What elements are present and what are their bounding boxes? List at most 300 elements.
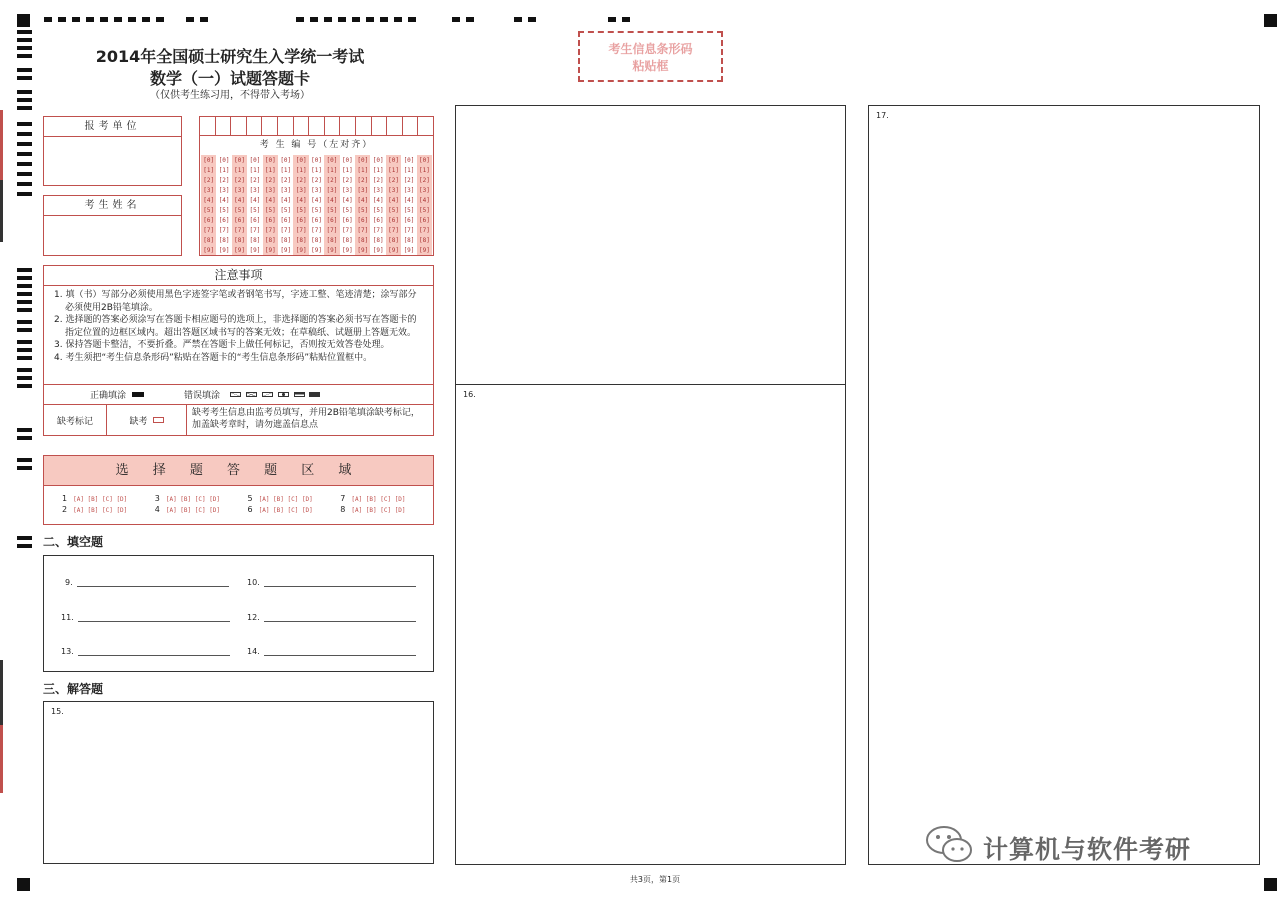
id-bubble[interactable]: [5] [388,206,399,214]
id-bubble[interactable]: [2] [264,176,276,184]
id-bubble[interactable]: [7] [264,226,276,234]
id-bubble[interactable]: [5] [418,206,430,214]
edge-mark [0,725,3,793]
choice-questions [44,486,433,516]
id-bubble[interactable]: [5] [326,206,338,214]
id-bubble[interactable]: [6] [295,216,307,224]
barcode-label-2: 粘贴框 [632,59,669,73]
solution-title: 三、解答题 [43,682,104,696]
id-bubble[interactable]: [9] [295,246,307,254]
id-bubble[interactable]: [6] [326,216,338,224]
answer-box-top[interactable] [456,106,845,385]
wrong-mark [230,392,241,397]
id-bubble[interactable]: [4] [403,196,415,204]
id-bubble[interactable]: [2] [357,176,369,184]
choice-number: 4 [154,505,160,514]
id-bubble[interactable]: [0] [357,156,369,164]
barcode-label: 考生信息条形码 [608,42,693,56]
choice-question[interactable] [340,505,433,516]
id-bubble[interactable]: [7] [372,226,384,234]
id-bubble[interactable]: [3] [234,186,245,194]
id-bubble[interactable]: [9] [218,246,230,254]
id-bubble[interactable]: [0] [326,156,338,164]
id-bubble-column [401,155,416,255]
id-bubble[interactable]: [6] [249,216,261,224]
id-bubble[interactable]: [3] [280,186,292,194]
id-label: 考 生 编 号（左对齐） [259,140,374,150]
id-bubble[interactable]: [2] [326,176,338,184]
choice-question[interactable] [248,494,341,505]
choice-number: 1 [62,494,68,503]
blank-item[interactable] [247,647,416,656]
id-bubble[interactable]: [7] [388,226,399,234]
timing-mark [17,536,32,550]
id-bubble[interactable]: [8] [372,236,384,244]
id-bubble[interactable]: [9] [388,246,399,254]
exam-title: 2014年全国硕士研究生入学统一考试 [95,47,365,66]
choice-number: 6 [247,505,253,514]
timing-mark [17,90,32,110]
wrong-fill-marks [228,390,320,400]
id-bubble[interactable]: [3] [403,186,415,194]
id-bubble[interactable]: [5] [264,206,276,214]
id-bubble[interactable]: [8] [203,236,215,244]
id-bubble[interactable]: [7] [280,226,292,234]
id-bubble[interactable]: [9] [403,246,415,254]
id-bubble[interactable]: [3] [326,186,338,194]
id-bubble[interactable]: [4] [234,196,245,204]
id-bubble[interactable]: [8] [218,236,230,244]
edge-mark [0,110,3,180]
answer-box-17[interactable] [868,105,1260,865]
blank-line [77,579,229,587]
id-bubble[interactable]: [2] [403,176,415,184]
id-bubble[interactable]: [4] [341,196,353,204]
id-bubble[interactable]: [0] [203,156,215,164]
id-bubble[interactable]: [4] [264,196,276,204]
id-bubble[interactable]: [2] [234,176,245,184]
blank-item[interactable] [247,578,416,587]
id-bubble[interactable]: [0] [418,156,430,164]
id-bubble[interactable]: [3] [249,186,261,194]
id-bubble[interactable]: [4] [203,196,215,204]
choice-title: 选 择 题 答 题 区 域 [44,456,433,486]
name-label: 考生姓名 [44,196,181,216]
id-bubble[interactable]: [2] [218,176,230,184]
id-bubble-column [324,155,339,255]
id-cell[interactable] [403,117,419,135]
name-box[interactable] [43,195,182,256]
id-bubble[interactable]: [8] [341,236,353,244]
choice-question[interactable] [155,494,248,505]
id-bubble[interactable]: [2] [295,176,307,184]
id-bubble[interactable]: [9] [280,246,292,254]
id-bubble[interactable]: [8] [311,236,322,244]
id-bubble[interactable]: [6] [388,216,399,224]
id-bubble[interactable]: [4] [295,196,307,204]
wrong-mark [309,392,320,397]
id-bubble[interactable]: [2] [249,176,261,184]
fill-blank-title: 二、填空题 [43,535,104,549]
wrong-mark [294,392,305,397]
timing-mark [17,68,32,80]
id-bubble[interactable]: [8] [280,236,292,244]
choice-area [43,455,434,525]
id-bubble[interactable]: [7] [403,226,415,234]
id-bubble[interactable]: [3] [388,186,399,194]
blank-number: 14. [247,647,260,656]
id-bubble[interactable]: [5] [249,206,261,214]
correct-fill-mark [132,392,144,397]
id-bubble[interactable]: [8] [264,236,276,244]
timing-mark [17,122,32,202]
question-number: 17. [876,111,889,120]
id-bubble[interactable]: [2] [341,176,353,184]
id-bubble[interactable]: [1] [218,166,230,174]
id-cell[interactable] [356,117,372,135]
id-bubble[interactable]: [7] [249,226,261,234]
choice-question[interactable] [340,494,433,505]
blank-item[interactable] [61,613,230,622]
id-bubble[interactable]: [9] [326,246,338,254]
id-bubble[interactable]: [4] [249,196,261,204]
choice-options[interactable]: [A] [B] [C] [D] [351,496,406,503]
id-cell[interactable] [309,117,325,135]
notes-box [43,265,434,436]
id-bubble[interactable]: [0] [403,156,415,164]
answer-box-16[interactable] [456,385,845,404]
id-cell[interactable] [200,117,216,135]
blank-line [78,648,230,656]
id-bubble[interactable]: [1] [326,166,338,174]
id-bubble[interactable]: [5] [295,206,307,214]
choice-number: 5 [247,494,253,503]
timing-mark [186,17,214,22]
id-bubble[interactable]: [1] [311,166,322,174]
id-bubble[interactable]: [6] [218,216,230,224]
fill-blank-box [43,555,434,672]
id-bubble[interactable]: [4] [311,196,322,204]
blank-number: 11. [61,613,74,622]
id-bubble[interactable]: [6] [372,216,384,224]
blank-item[interactable] [61,647,230,656]
choice-number: 7 [340,494,346,503]
id-bubble[interactable]: [3] [372,186,384,194]
id-bubble[interactable]: [5] [341,206,353,214]
id-bubble[interactable]: [3] [311,186,322,194]
id-bubble-column [232,155,247,255]
id-bubble[interactable]: [0] [234,156,245,164]
choice-options[interactable]: [A] [B] [C] [D] [258,507,313,514]
id-bubble[interactable]: [6] [234,216,245,224]
id-bubble[interactable]: [0] [311,156,322,164]
id-bubble[interactable]: [8] [249,236,261,244]
id-bubble[interactable]: [5] [234,206,245,214]
id-bubble[interactable]: [5] [280,206,292,214]
choice-question[interactable] [62,505,155,516]
id-bubble[interactable]: [0] [264,156,276,164]
id-bubble-column [386,155,401,255]
note-item: 2. 选择题的答案必须涂写在答题卡相应题号的选项上，非选择题的答案必须书写在答题卡的指定位置的边框区域内。超出答题区域书写的答案无效；在草稿纸、试题册上答题无效。 [54,315,417,338]
id-bubble[interactable]: [6] [264,216,276,224]
id-cell[interactable] [262,117,278,135]
id-bubble[interactable]: [1] [234,166,245,174]
id-bubble[interactable]: [6] [418,216,430,224]
id-bubble[interactable]: [1] [403,166,415,174]
exam-subtitle: 数学（一）试题答题卡 [149,69,310,88]
id-bubble[interactable]: [7] [357,226,369,234]
answer-box-15[interactable] [43,701,434,864]
wrong-fill-label: 错误填涂 [184,391,221,401]
choice-number: 2 [62,505,68,514]
id-bubble[interactable]: [1] [295,166,307,174]
id-cell[interactable] [387,117,403,135]
id-bubble[interactable]: [8] [357,236,369,244]
corner-mark [1264,878,1277,891]
id-bubble[interactable]: [6] [203,216,215,224]
wrong-mark [246,392,257,397]
corner-mark [17,878,30,891]
id-bubble-column [417,155,432,255]
id-cell[interactable] [294,117,310,135]
absent-cell [107,405,187,435]
id-bubble[interactable]: [7] [203,226,215,234]
id-bubble[interactable]: [9] [372,246,384,254]
blank-item[interactable] [247,613,416,622]
blank-line [264,648,416,656]
id-bubble[interactable]: [5] [311,206,322,214]
id-bubble-column [293,155,308,255]
id-bubble[interactable]: [7] [341,226,353,234]
id-cell[interactable] [325,117,341,135]
choice-options[interactable]: [A] [B] [C] [D] [258,496,313,503]
corner-mark [1264,14,1277,27]
id-bubble[interactable]: [2] [280,176,292,184]
id-bubble[interactable]: [2] [372,176,384,184]
id-bubble[interactable]: [6] [280,216,292,224]
id-bubble[interactable]: [6] [403,216,415,224]
question-number: 15. [51,707,64,716]
answer-box-column-2 [455,105,846,865]
id-cell[interactable] [418,117,433,135]
id-bubble[interactable]: [6] [341,216,353,224]
timing-mark [514,17,542,22]
timing-mark [17,320,32,332]
id-bubble[interactable]: [8] [403,236,415,244]
id-bubble-area[interactable] [200,155,433,255]
id-bubble[interactable]: [1] [203,166,215,174]
id-bubble[interactable]: [9] [203,246,215,254]
fill-example-row [44,385,433,405]
id-bubble[interactable]: [3] [203,186,215,194]
timing-mark [608,17,636,22]
id-bubble[interactable]: [1] [418,166,430,174]
id-bubble-column [370,155,385,255]
id-bubble[interactable]: [1] [372,166,384,174]
timing-mark [17,458,32,472]
choice-options[interactable]: [A] [B] [C] [D] [351,507,406,514]
id-bubble[interactable]: [7] [218,226,230,234]
edge-mark [0,180,3,242]
id-bubble[interactable]: [8] [234,236,245,244]
id-bubble[interactable]: [5] [218,206,230,214]
id-bubble[interactable]: [7] [234,226,245,234]
id-bubble[interactable]: [0] [280,156,292,164]
wechat-icon [922,822,978,866]
id-bubble[interactable]: [4] [326,196,338,204]
id-bubble[interactable]: [0] [372,156,384,164]
id-bubble[interactable]: [4] [280,196,292,204]
id-bubble[interactable]: [9] [311,246,322,254]
timing-mark [452,17,480,22]
wrong-mark [278,392,289,397]
blank-line [264,579,416,587]
id-cell[interactable] [247,117,263,135]
id-bubble-column [340,155,355,255]
id-bubble-column [201,155,216,255]
choice-question[interactable] [248,505,341,516]
id-bubble[interactable]: [9] [234,246,245,254]
id-bubble[interactable]: [2] [203,176,215,184]
question-number: 16. [463,390,476,399]
note-item: 4. 考生须把“考生信息条形码”粘贴在答题卡的“考生信息条形码”粘贴位置框中。 [54,352,373,363]
choice-number: 3 [154,494,160,503]
id-write-cells[interactable] [200,117,433,136]
exam-note: （仅供考生练习用，不得带入考场） [150,90,310,101]
id-bubble-column [278,155,293,255]
timing-mark [17,30,32,60]
id-bubble[interactable]: [7] [326,226,338,234]
unit-box[interactable] [43,116,182,186]
id-bubble[interactable]: [8] [418,236,430,244]
choice-question[interactable] [62,494,155,505]
id-bubble[interactable]: [3] [357,186,369,194]
notes-body [44,286,433,385]
id-bubble[interactable]: [1] [280,166,292,174]
id-cell[interactable] [216,117,232,135]
choice-question[interactable] [155,505,248,516]
id-bubble[interactable]: [6] [311,216,322,224]
wrong-mark [262,392,273,397]
id-bubble[interactable]: [7] [295,226,307,234]
id-bubble[interactable]: [3] [264,186,276,194]
id-bubble[interactable]: [1] [341,166,353,174]
unit-label: 报考单位 [44,117,181,137]
timing-mark [17,268,32,312]
timing-mark [17,340,32,360]
id-cell[interactable] [372,117,388,135]
id-bubble[interactable]: [5] [203,206,215,214]
id-bubble[interactable]: [4] [418,196,430,204]
id-bubble-column [309,155,324,255]
timing-mark [17,368,32,388]
id-bubble[interactable]: [8] [388,236,399,244]
id-bubble[interactable]: [9] [357,246,369,254]
id-bubble-column [263,155,278,255]
id-bubble[interactable]: [5] [372,206,384,214]
id-bubble[interactable]: [4] [218,196,230,204]
absent-mark-label: 缺考标记 [44,405,107,435]
blank-item[interactable] [65,578,229,587]
blank-line [264,614,416,622]
page-number: 共3页，第1页 [629,875,681,884]
id-bubble[interactable]: [9] [249,246,261,254]
timing-mark [17,428,32,442]
id-bubble[interactable]: [0] [388,156,399,164]
id-bubble[interactable]: [3] [218,186,230,194]
id-bubble[interactable]: [7] [418,226,430,234]
absent-checkbox[interactable] [153,417,164,423]
blank-number: 13. [61,647,74,656]
blank-number: 9. [65,578,73,587]
absent-desc: 缺考考生信息由监考员填写，并用2B铅笔填涂缺考标记，加盖缺考章时，请勿遮盖信息点 [192,408,420,430]
choice-options[interactable]: [A] [B] [C] [D] [165,507,221,514]
id-bubble[interactable]: [9] [341,246,353,254]
id-bubble[interactable]: [0] [249,156,261,164]
id-bubble-column [355,155,370,255]
blank-line [78,614,230,622]
id-bubble[interactable]: [8] [326,236,338,244]
id-bubble[interactable]: [3] [418,186,430,194]
id-bubble[interactable]: [4] [388,196,399,204]
id-bubble[interactable]: [1] [357,166,369,174]
id-bubble[interactable]: [2] [388,176,399,184]
id-bubble[interactable]: [1] [249,166,261,174]
note-item: 3. 保持答题卡整洁，不要折叠。严禁在答题卡上做任何标记，否则按无效答卷处理。 [54,340,390,350]
choice-options[interactable]: [A] [B] [C] [D] [73,496,128,503]
id-bubble-column [247,155,262,255]
id-bubble[interactable]: [8] [295,236,307,244]
blank-number: 12. [247,613,260,622]
id-cell[interactable] [340,117,356,135]
id-bubble[interactable]: [9] [264,246,276,254]
id-bubble[interactable]: [9] [418,246,430,254]
correct-fill-label: 正确填涂 [90,391,127,401]
id-bubble[interactable]: [0] [218,156,230,164]
absent-row [44,405,433,435]
edge-mark [0,660,3,725]
choice-options[interactable]: [A] [B] [C] [D] [73,507,128,514]
id-cell[interactable] [278,117,294,135]
barcode-paste-area[interactable] [578,31,723,82]
timing-mark [296,17,418,22]
id-bubble[interactable]: [2] [418,176,430,184]
id-bubble[interactable]: [7] [311,226,322,234]
id-bubble[interactable]: [4] [357,196,369,204]
watermark-text: 计算机与软件考研 [983,835,1192,864]
id-bubble[interactable]: [5] [357,206,369,214]
absent-label: 缺考 [129,416,148,427]
timing-mark [44,17,166,22]
id-bubble-column [216,155,231,255]
corner-mark [17,14,30,27]
id-cell[interactable] [231,117,247,135]
id-bubble[interactable]: [4] [372,196,384,204]
id-bubble[interactable]: [1] [264,166,276,174]
id-bubble[interactable]: [3] [295,186,307,194]
note-item: 1. 填（书）写部分必须使用黑色字迹签字笔或者钢笔书写，字迹工整、笔迹清楚；涂写部分必须使用2B铅笔填涂。 [54,290,417,313]
id-bubble[interactable]: [3] [341,186,353,194]
id-bubble[interactable]: [0] [341,156,353,164]
id-bubble[interactable]: [0] [295,156,307,164]
id-bubble[interactable]: [5] [403,206,415,214]
choice-number: 8 [340,505,346,514]
id-bubble[interactable]: [1] [388,166,399,174]
candidate-id-grid[interactable] [199,116,434,256]
id-bubble[interactable]: [2] [311,176,322,184]
id-bubble[interactable]: [6] [357,216,369,224]
choice-options[interactable]: [A] [B] [C] [D] [165,496,221,503]
